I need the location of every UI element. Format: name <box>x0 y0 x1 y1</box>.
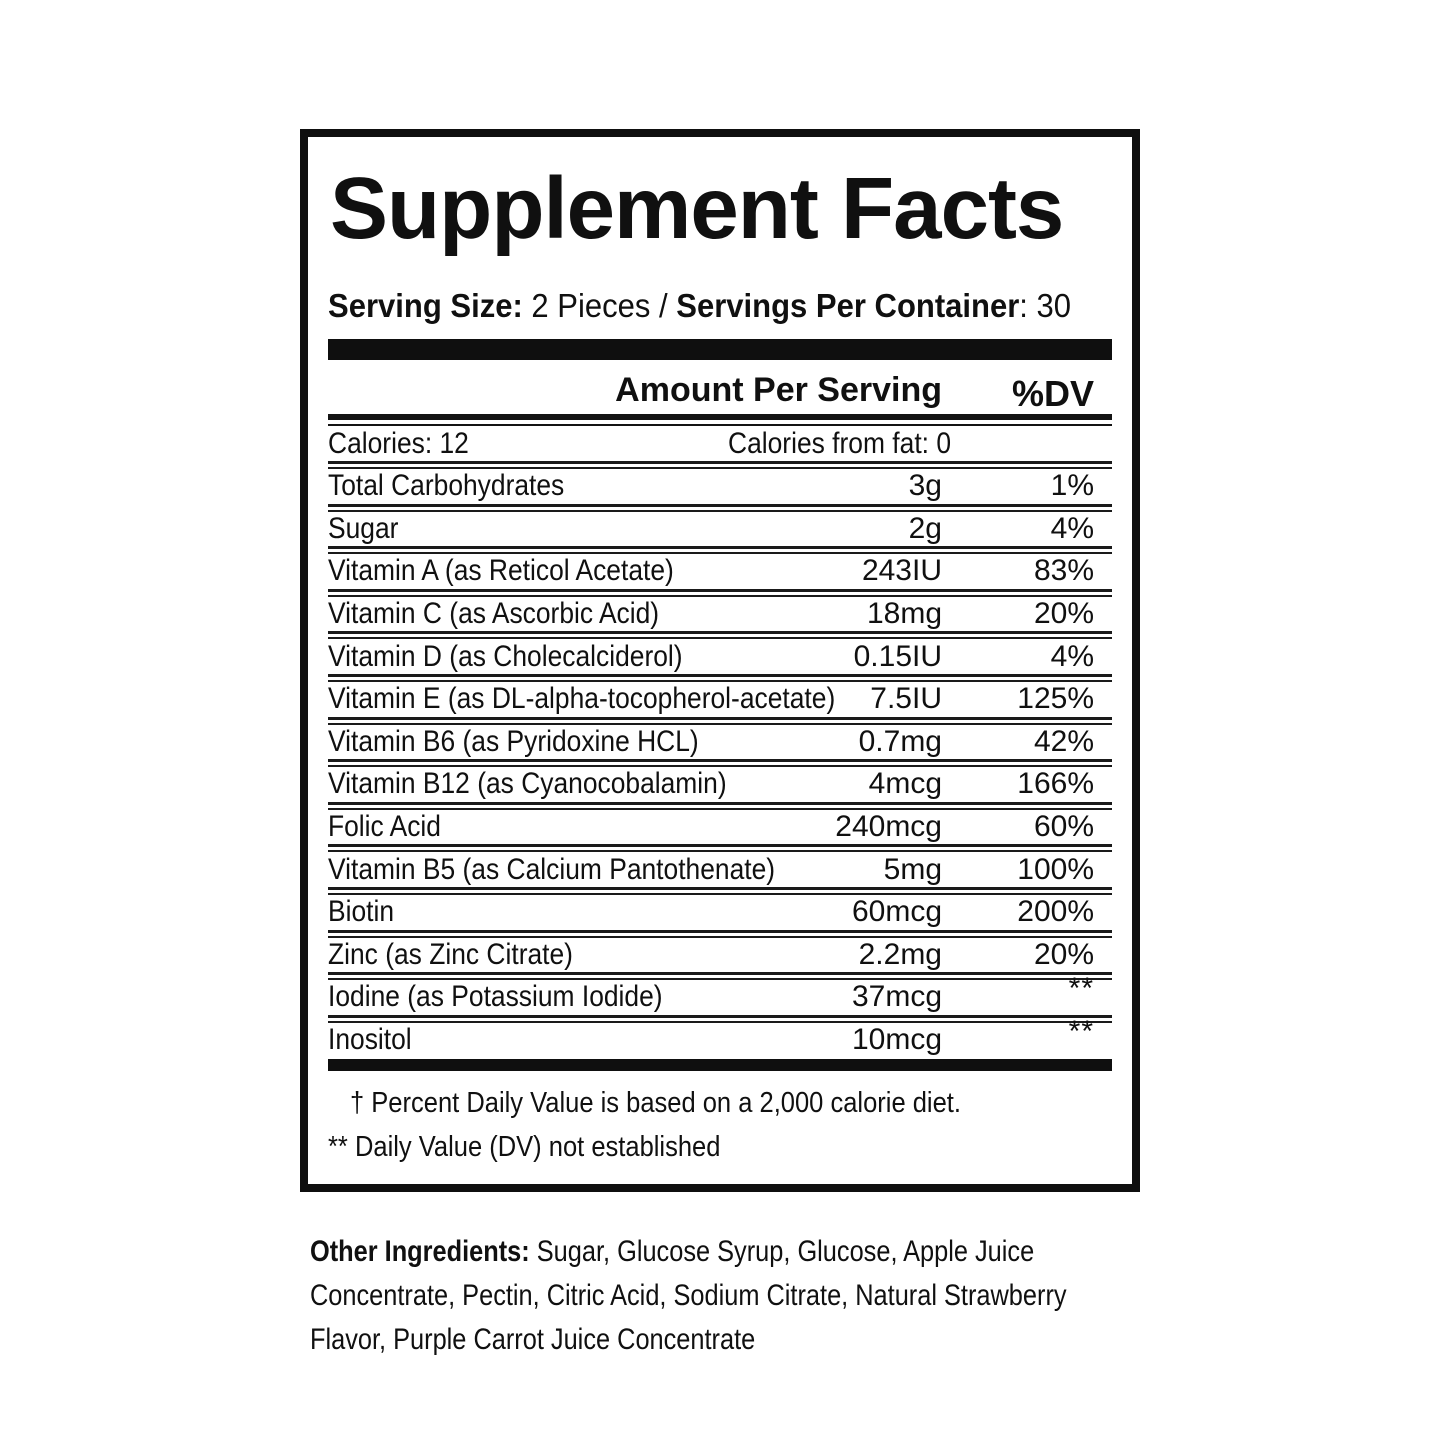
nutrient-amount: 2g <box>908 511 942 545</box>
nutrient-row <box>328 512 1112 547</box>
row-separator <box>328 717 1112 725</box>
nutrient-name: Vitamin B12 (as Cyanocobalamin) <box>328 767 727 801</box>
nutrient-amount: 240mcg <box>835 810 942 844</box>
daily-value-footnote: † Percent Daily Value is based on a 2,000 calorie diet. <box>350 1087 961 1120</box>
row-separator <box>328 844 1112 852</box>
row-separator <box>328 887 1112 895</box>
nutrient-amount: 37mcg <box>851 980 942 1014</box>
nutrient-row <box>328 895 1112 930</box>
nutrient-row <box>328 938 1112 973</box>
nutrient-dv: 1% <box>1050 469 1094 503</box>
servings-per-container-value: : 30 <box>1019 287 1072 324</box>
calories-from-fat-value: Calories from fat: 0 <box>728 426 952 460</box>
nutrient-name: Zinc (as Zinc Citrate) <box>328 937 573 971</box>
row-separator <box>328 759 1112 767</box>
nutrient-dv: 100% <box>1017 852 1094 886</box>
calories-value: Calories: 12 <box>328 426 469 460</box>
amount-per-serving-header: Amount Per Serving <box>615 370 942 409</box>
nutrient-dv: ** <box>1068 1015 1094 1049</box>
divider-bar-bottom <box>328 1059 1112 1071</box>
calories-row <box>328 426 1112 461</box>
nutrient-amount: 10mcg <box>851 1023 942 1057</box>
other-ingredients-text <box>310 1230 1104 1362</box>
row-separator <box>328 802 1112 810</box>
panel-title: Supplement Facts <box>330 160 1064 257</box>
percent-dv-header: %DV <box>1011 373 1094 414</box>
nutrient-amount: 60mcg <box>851 895 942 929</box>
nutrient-dv: 4% <box>1050 639 1094 673</box>
nutrient-row <box>328 682 1112 717</box>
table-header-row <box>328 368 1112 412</box>
nutrient-dv: 125% <box>1017 682 1094 716</box>
nutrient-dv: 42% <box>1033 724 1094 758</box>
nutrient-dv: 166% <box>1017 767 1094 801</box>
nutrient-row <box>328 554 1112 589</box>
nutrient-row <box>328 852 1112 887</box>
other-ingredients-label: Other Ingredients: <box>310 1235 530 1268</box>
divider-bar-top <box>328 339 1112 360</box>
supplement-facts-panel <box>300 129 1140 1192</box>
nutrient-name: Folic Acid <box>328 810 441 844</box>
row-separator <box>328 674 1112 682</box>
nutrient-amount: 4mcg <box>868 767 942 801</box>
row-separator <box>328 631 1112 639</box>
nutrient-amount: 18mg <box>866 597 942 631</box>
nutrient-dv: 60% <box>1033 810 1094 844</box>
nutrient-name: Biotin <box>328 895 395 929</box>
nutrient-amount: 7.5IU <box>870 682 942 716</box>
serving-size-label: Serving Size: <box>328 287 523 324</box>
nutrient-dv: 4% <box>1050 511 1094 545</box>
nutrient-row <box>328 767 1112 802</box>
nutrient-row <box>328 469 1112 504</box>
nutrient-dv: ** <box>1068 972 1094 1006</box>
row-separator <box>328 504 1112 512</box>
nutrient-dv: 200% <box>1017 895 1094 929</box>
other-ingredients-list: Sugar, Glucose Syrup, Glucose, Apple Juice Concentrate, Pectin, Citric Acid, Sodium Citrate, Natural Strawberry Flavor, Purple Carrot Juice Concentrate <box>310 1235 1067 1356</box>
nutrient-amount: 5mg <box>883 852 942 886</box>
nutrient-name: Vitamin C (as Ascorbic Acid) <box>328 597 660 631</box>
nutrient-amount: 0.15IU <box>853 639 942 673</box>
nutrient-amount: 243IU <box>861 554 942 588</box>
nutrient-row <box>328 810 1112 845</box>
nutrient-name: Vitamin A (as Reticol Acetate) <box>328 554 674 588</box>
row-separator <box>328 589 1112 597</box>
nutrient-amount: 0.7mg <box>858 724 942 758</box>
nutrient-row <box>328 597 1112 632</box>
nutrient-dv: 20% <box>1033 937 1094 971</box>
nutrient-name: Inositol <box>328 1023 412 1057</box>
nutrient-name: Vitamin B6 (as Pyridoxine HCL) <box>328 724 699 758</box>
dv-not-established-footnote: ** Daily Value (DV) not established <box>328 1131 721 1164</box>
nutrient-rows <box>328 461 1112 1057</box>
nutrient-row <box>328 639 1112 674</box>
nutrient-amount: 3g <box>908 469 942 503</box>
nutrient-row <box>328 725 1112 760</box>
nutrient-name: Vitamin B5 (as Calcium Pantothenate) <box>328 852 776 886</box>
nutrient-amount: 2.2mg <box>858 937 942 971</box>
nutrient-name: Total Carbohydrates <box>328 469 565 503</box>
serving-info-line <box>328 286 1112 326</box>
nutrient-row <box>328 972 1112 1015</box>
nutrient-dv: 20% <box>1033 597 1094 631</box>
nutrient-name: Iodine (as Potassium Iodide) <box>328 980 663 1014</box>
nutrient-row <box>328 1015 1112 1058</box>
servings-per-container-label: Servings Per Container <box>676 287 1020 324</box>
row-separator <box>328 461 1112 469</box>
header-rule <box>328 414 1112 426</box>
nutrient-name: Sugar <box>328 511 399 545</box>
serving-size-value: 2 Pieces / <box>522 287 677 324</box>
nutrient-name: Vitamin D (as Cholecalciderol) <box>328 639 683 673</box>
nutrient-name: Vitamin E (as DL-alpha-tocopherol-acetate) <box>328 682 836 716</box>
nutrient-dv: 83% <box>1033 554 1094 588</box>
row-separator <box>328 930 1112 938</box>
row-separator <box>328 546 1112 554</box>
